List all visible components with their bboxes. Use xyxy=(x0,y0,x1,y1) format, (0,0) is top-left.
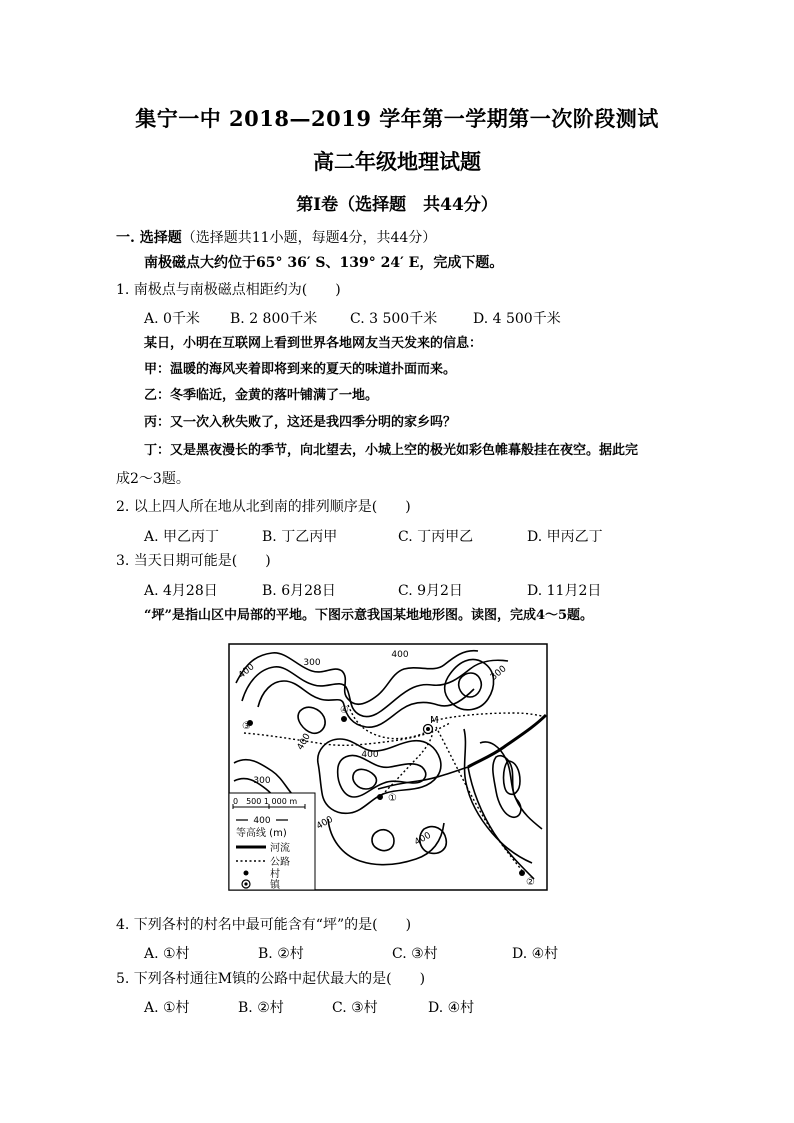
q3-option-c: C. 9月2日 xyxy=(398,583,463,599)
town-m-dot xyxy=(426,727,430,731)
q2-option-d: D. 甲丙乙丁 xyxy=(527,529,603,545)
contour-label: 400 xyxy=(361,750,379,760)
village-3-label: ③ xyxy=(242,721,251,732)
village-4-dot xyxy=(341,716,347,722)
q1-option-b: B. 2 800千米 xyxy=(230,311,318,327)
legend-village-symbol xyxy=(244,871,249,876)
town-m-label: M xyxy=(430,715,439,726)
legend-town-dot xyxy=(244,882,247,885)
material2-bing: 丙：又一次入秋失败了，这还是我四季分明的家乡吗？ xyxy=(144,415,457,430)
contour-label: 300 xyxy=(253,776,271,786)
section-label: 一. 选择题 xyxy=(116,230,182,246)
village-4-label: ④ xyxy=(340,705,349,716)
question-2-stem: 2. 以上四人所在地从北到南的排列顺序是( ) xyxy=(116,499,411,515)
q5-option-d: D. ④村 xyxy=(428,1000,475,1016)
material2-lead: 某日，小明在互联网上看到世界各地网友当天发来的信息： xyxy=(144,336,483,351)
section-note: （选择题共11小题，每题4分，共44分） xyxy=(181,230,437,246)
exam-subtitle: 高二年级地理试题 xyxy=(313,149,481,174)
q5-option-a: A. ①村 xyxy=(144,1000,190,1016)
legend-river-label: 河流 xyxy=(270,843,290,854)
q2-option-a: A. 甲乙丙丁 xyxy=(144,529,220,545)
scale-text: 0 500 1 000 m xyxy=(233,797,298,806)
map-legend xyxy=(229,793,315,891)
q3-option-b: B. 6月28日 xyxy=(262,583,336,599)
contour-label: 300 xyxy=(303,658,321,668)
question-1-stem: 1. 南极点与南极磁点相距约为( ) xyxy=(116,282,341,298)
legend-town-label: 镇 xyxy=(270,880,280,891)
material2-ding-cont: 成2～3题。 xyxy=(116,471,190,487)
question-3-stem: 3. 当天日期可能是( ) xyxy=(116,553,271,569)
question-4-stem: 4. 下列各村的村名中最可能含有“坪”的是( ) xyxy=(116,917,412,933)
legend-road-label: 公路 xyxy=(270,857,290,868)
question-5-stem: 5. 下列各村通往M镇的公路中起伏最大的是( ) xyxy=(116,971,426,987)
q3-option-d: D. 11月2日 xyxy=(527,583,602,599)
section-heading xyxy=(116,229,436,247)
material2-yi: 乙：冬季临近，金黄的落叶铺满了一地。 xyxy=(144,388,379,403)
q3-option-a: A. 4月28日 xyxy=(144,583,218,599)
q1-option-a: A. 0千米 xyxy=(144,311,200,327)
intro-q1: 南极磁点大约位于65° 36′ S、139° 24′ E，完成下题。 xyxy=(144,255,504,271)
legend-village-label: 村 xyxy=(270,869,280,880)
q4-option-b: B. ②村 xyxy=(258,946,304,962)
q1-option-c: C. 3 500千米 xyxy=(350,311,438,327)
q4-option-c: C. ③村 xyxy=(392,946,438,962)
material2-ding: 丁：又是黑夜漫长的季节，向北望去，小城上空的极光如彩色帷幕般挂在夜空。据此完 xyxy=(144,443,639,458)
contour-label: 400 xyxy=(295,732,313,752)
village-1-label: ① xyxy=(388,793,397,804)
q4-option-d: D. ④村 xyxy=(512,946,559,962)
contour-label: 300 xyxy=(488,664,509,683)
intro-q4-5: “坪”是指山区中局部的平地。下图示意我国某地地形图。读图，完成4～5题。 xyxy=(144,608,594,623)
q4-option-a: A. ①村 xyxy=(144,946,190,962)
contour-label: 400 xyxy=(413,830,433,848)
exam-title: 集宁一中 2018—2019 学年第一学期第一次阶段测试 xyxy=(135,106,659,131)
legend-contour-label: 等高线 (m) xyxy=(236,828,287,839)
q5-option-b: B. ②村 xyxy=(238,1000,284,1016)
contour-label: 400 xyxy=(315,814,335,832)
material2-jia: 甲：温暖的海风夹着即将到来的夏天的味道扑面而来。 xyxy=(144,362,457,377)
q2-option-c: C. 丁丙甲乙 xyxy=(398,529,474,545)
village-1-dot xyxy=(377,794,383,800)
village-2-label: ② xyxy=(526,877,535,888)
contour-label: 400 xyxy=(391,650,409,660)
village-2-dot xyxy=(519,870,525,876)
topographic-map xyxy=(228,643,548,891)
contour-label: 400 xyxy=(236,662,257,681)
legend-contour-value: 400 xyxy=(253,816,271,826)
q1-option-d: D. 4 500千米 xyxy=(473,311,561,327)
q5-option-c: C. ③村 xyxy=(332,1000,378,1016)
q2-option-b: B. 丁乙丙甲 xyxy=(262,529,338,545)
part-title: 第Ⅰ卷（选择题 共44分） xyxy=(296,195,498,215)
